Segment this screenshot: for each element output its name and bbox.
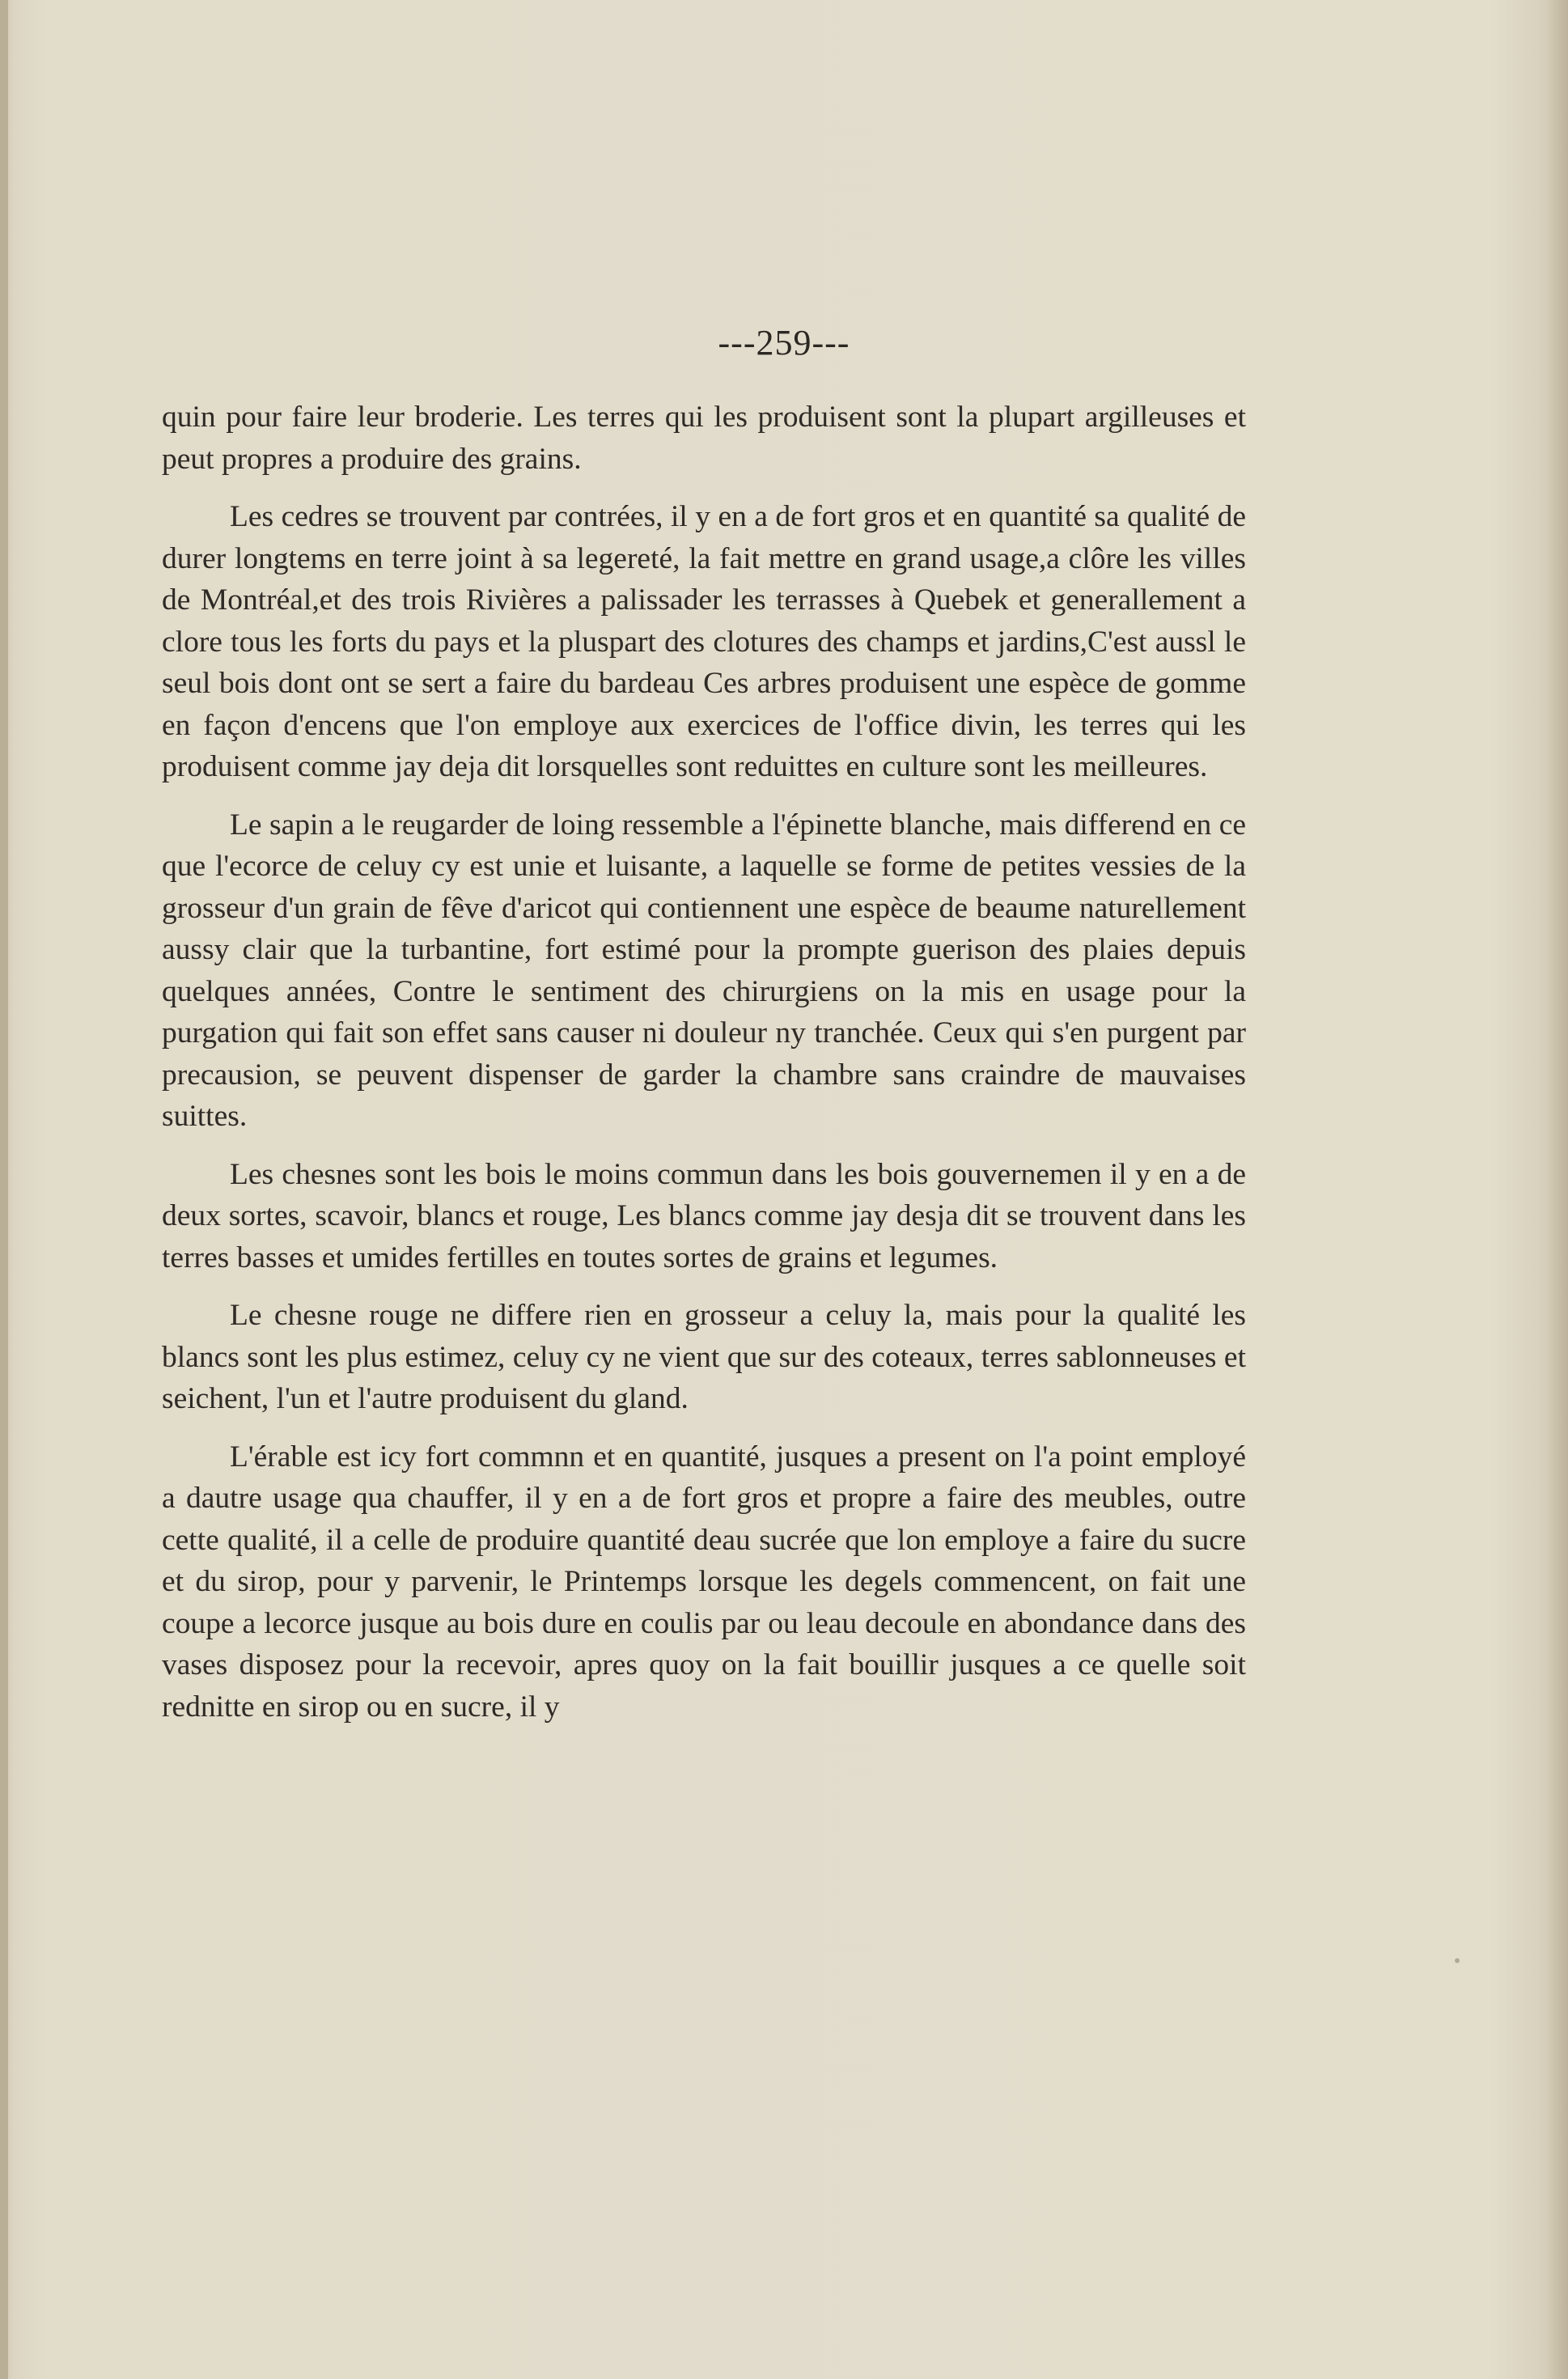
- page-number: ---259---: [718, 323, 850, 363]
- paragraph-chesne-rouge: Le chesne rouge ne differe rien en grosseur a celuy la, mais pour la qualité les blancs sont les plus estimez, celuy cy ne vient que sur des coteaux, terres sablonneuses et seichent, l'un et l'autre produisent du gland.: [162, 1299, 1246, 1415]
- body-text: [162, 396, 1246, 1744]
- paragraph-continuation: quin pour faire leur broderie. Les terres qui les produisent sont la plupart argilleuses et peut propres a produire des grains.: [162, 401, 1246, 476]
- paragraph-erable: L'érable est icy fort commnn et en quantité, jusques a present on l'a point employé a dautre usage qua chauffer, il y en a de fort gros et propre a faire des meubles, outre cette qualité, il a celle de produire quantité deau sucrée que lon employe a faire du sucre et du sirop, pour y parvenir, le Printemps lorsque les degels commencent, on fait une coupe a lecorce jusque au bois dure en coulis par ou leau decoule en abondance dans des vases disposez pour la recevoir, apres quoy on la fait bouillir jusques a ce quelle soit rednitte en sirop ou en sucre, il y: [162, 1440, 1246, 1724]
- paper-speck: [1455, 1958, 1460, 1963]
- paragraph-cedres: Les cedres se trouvent par contrées, il y en a de fort gros et en quantité sa qualité de durer longtems en terre joint à sa legereté, la fait mettre en grand usage,a clôre les villes de Montréal,et des trois Rivières a palissader les terrasses à Quebek et generallement a clore tous les forts du pays et la pluspart des clotures des champs et jardins,C'est aussl le seul bois dont ont se sert a faire du bardeau Ces arbres produisent une espèce de gomme en façon d'encens que l'on employe aux exercices de l'office divin, les terres qui les produisent comme jay deja dit lorsquelles sont reduittes en culture sont les meilleures.: [162, 500, 1246, 783]
- paragraph-sapin: Le sapin a le reugarder de loing ressemble a l'épinette blanche, mais differend en ce que l'ecorce de celuy cy est unie et luisante, a laquelle se forme de petites vessies de la grosseur d'un grain de fêve d'aricot qui contiennent une espèce de beaume naturellement aussy clair que la turbantine, fort estimé pour la prompte guerison des plaies depuis quelques années, Contre le sentiment des chirurgiens on la mis en usage pour la purgation qui fait son effet sans causer ni douleur ny tranchée. Ceux qui s'en purgent par precausion, se peuvent dispenser de garder la chambre sans craindre de mauvaises suittes.: [162, 808, 1246, 1133]
- paragraph-chesnes: Les chesnes sont les bois le moins commun dans les bois gouvernemen il y en a de deux sortes, scavoir, blancs et rouge, Les blancs comme jay desja dit se trouvent dans les terres basses et umides fertilles en toutes sortes de grains et legumes.: [162, 1157, 1246, 1274]
